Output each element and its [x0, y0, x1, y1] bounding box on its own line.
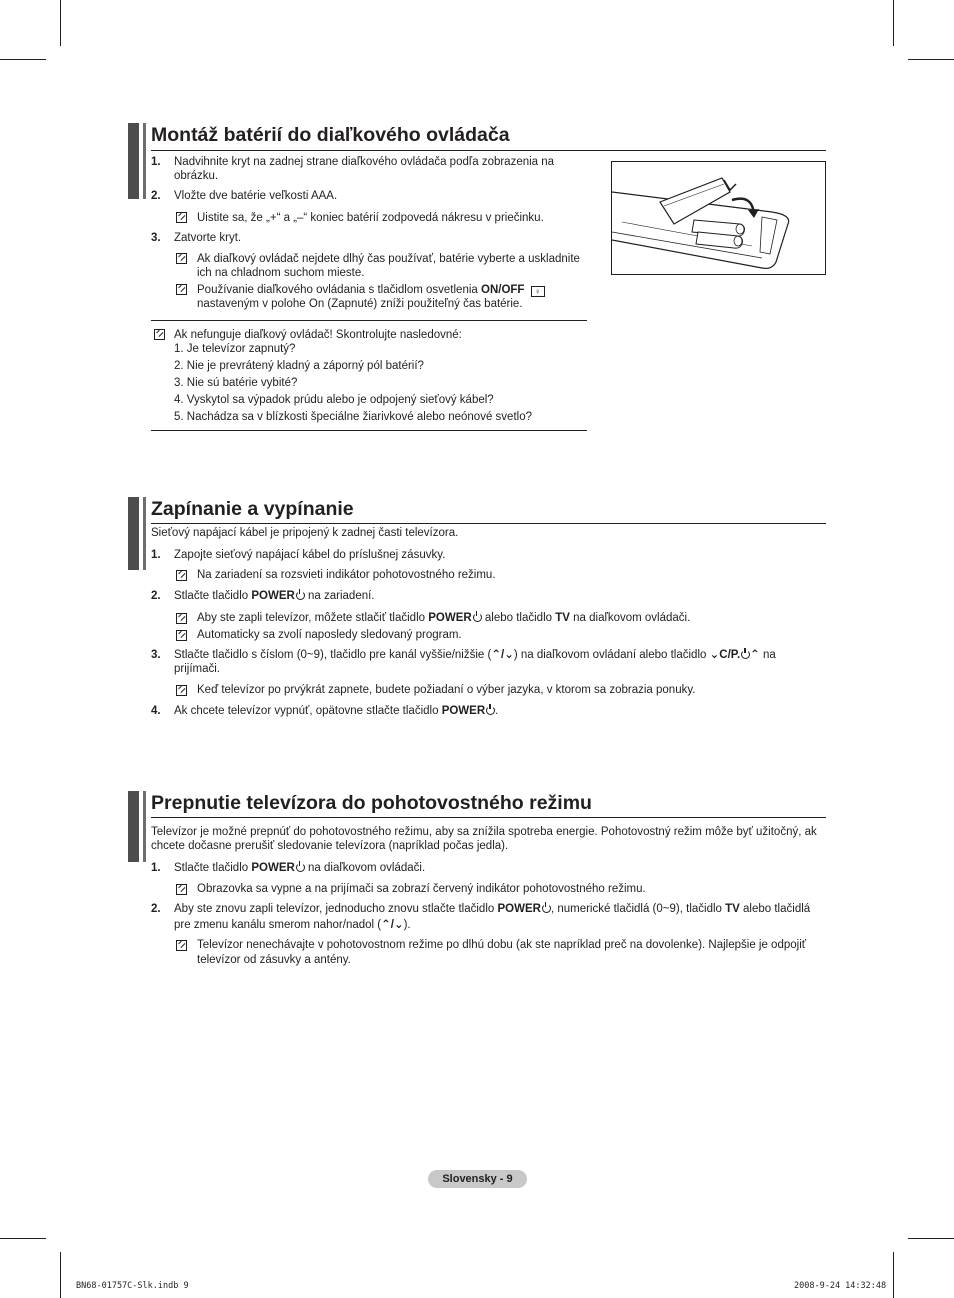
step-number: 1.	[151, 549, 161, 561]
section-marker	[128, 791, 143, 862]
title-rule	[151, 817, 826, 818]
note-text: Na zariadení sa rozsvieti indikátor pohotovostného režimu.	[197, 569, 496, 581]
title-rule	[151, 150, 826, 151]
crop-mark	[893, 0, 894, 46]
step-text-part: Stlačte tlačidlo s číslom (0~9), tlačidlo pre kanál vyššie/nižšie (	[174, 649, 492, 661]
crop-mark	[60, 0, 61, 46]
crop-mark	[908, 1238, 954, 1239]
print-date-info: 2008-9-24 14:32:48	[794, 1281, 887, 1291]
crop-mark	[908, 59, 954, 60]
power-icon	[296, 591, 305, 600]
step-text	[174, 648, 776, 662]
note-text-part: Aby ste zapli televízor, môžete stlačiť tlačidlo	[197, 612, 426, 624]
chevron-down-icon: ⌄	[393, 919, 404, 931]
chevron-up-icon: ⌃	[381, 919, 391, 931]
remote-drawing	[612, 162, 825, 274]
section-intro: Sieťový napájací kábel je pripojený k zadnej časti televízora.	[151, 527, 459, 539]
box-item: 1. Je televízor zapnutý?	[174, 343, 296, 355]
step-text	[174, 902, 810, 916]
note-text-part: Používanie diaľkového ovládania s tlačidlom osvetlenia	[197, 284, 478, 296]
power-label: POWER	[251, 862, 295, 874]
tv-label: TV	[555, 612, 570, 624]
step-text: Zapojte sieťový napájací kábel do príslušnej zásuvky.	[174, 549, 446, 561]
box-bottom-rule	[151, 430, 587, 431]
chevron-up-icon: ⌃	[491, 649, 501, 661]
step-text-part: Stlačte tlačidlo	[174, 590, 249, 602]
section-intro: Televízor je možné prepnúť do pohotovostného režimu, aby sa znížila spotreba energie. Pohotovostný režim môže byť užitočný, ak	[151, 826, 817, 838]
note-icon	[176, 212, 187, 223]
step-text	[174, 589, 375, 603]
note-text-part: alebo tlačidlo	[484, 612, 553, 624]
note-text-part: na diaľkovom ovládači.	[573, 612, 691, 624]
box-item: 3. Nie sú batérie vybité?	[174, 377, 298, 389]
cp-label: C/P.	[719, 649, 741, 661]
step-text: Vložte dve batérie veľkosti AAA.	[174, 190, 338, 202]
step-text-part: Aby ste znovu zapli televízor, jednoducho znovu stlačte tlačidlo	[174, 903, 495, 915]
box-item: 4. Vyskytol sa výpadok prúdu alebo je odpojený sieťový kábel?	[174, 394, 494, 406]
note-text: ich na chladnom suchom mieste.	[197, 267, 365, 279]
crop-mark	[60, 1252, 61, 1298]
separator: /	[390, 919, 394, 931]
section-power-on-off	[128, 497, 826, 727]
step-text-part: na zariadení.	[308, 590, 375, 602]
note-icon	[176, 284, 187, 295]
step-text: Zatvorte kryt.	[174, 232, 242, 244]
step-number: 3.	[151, 232, 161, 244]
light-icon: ♀	[531, 286, 545, 297]
separator: /	[500, 649, 505, 661]
step-text: Nadvihnite kryt na zadnej strane diaľkového ovládača podľa zobrazenia na	[174, 156, 555, 168]
power-icon	[542, 904, 551, 913]
note-icon	[176, 570, 187, 581]
note-icon	[176, 884, 187, 895]
chevron-up-icon: ⌃	[750, 649, 760, 661]
step-number: 4.	[151, 705, 161, 717]
power-label: POWER	[428, 612, 472, 624]
step-text-part: , numerické tlačidlá (0~9), tlačidlo	[550, 903, 722, 915]
step-text-part: Stlačte tlačidlo	[174, 862, 249, 874]
step-text	[174, 861, 425, 875]
note-text: nastaveným v polohe On (Zapnuté) zníži použiteľný čas batérie.	[197, 298, 523, 310]
power-icon	[473, 613, 482, 622]
step-text: Ak chcete televízor vypnúť, opätovne stlačte tlačidlo POWER .	[174, 705, 499, 717]
power-icon	[296, 863, 305, 872]
chevron-down-icon: ⌄	[709, 649, 720, 661]
note-icon	[154, 329, 165, 340]
power-label: POWER	[251, 590, 295, 602]
box-top-rule	[151, 320, 587, 321]
power-label: POWER	[497, 903, 541, 915]
step-number: 2.	[151, 190, 161, 202]
step-text-part: na	[763, 649, 776, 661]
onoff-label: ON/OFF	[481, 284, 525, 296]
step-text-part: ) na diaľkovom ovládaní alebo tlačidlo	[513, 649, 707, 661]
note-text: Televízor nenechávajte v pohotovostnom režime po dlhú dobu (ak ste napríklad preč na dovolenke). Najlepšie je odpojiť	[197, 939, 807, 951]
section-title: Montáž batérií do diaľkového ovládača	[151, 124, 510, 146]
note-text: Obrazovka sa vypne a na prijímači sa zobrazí červený indikátor pohotovostného režimu.	[197, 883, 646, 895]
box-item: 5. Nachádza sa v blízkosti špeciálne žiarivkové alebo neónové svetlo?	[174, 411, 532, 423]
step-number: 2.	[151, 903, 161, 915]
page-number-badge: Slovensky - 9	[428, 1170, 527, 1188]
section-title: Prepnutie televízora do pohotovostného režimu	[151, 792, 592, 814]
chevron-down-icon: ⌄	[504, 649, 514, 661]
power-icon	[741, 650, 750, 659]
step-text: prijímači.	[174, 663, 221, 675]
step-text-part: Ak chcete televízor vypnúť, opätovne stlačte tlačidlo	[174, 705, 439, 717]
tv-label: TV	[725, 903, 740, 915]
note-text: Uistite sa, že „+“ a „–“ koniec batérií zodpovedá nákresu v priečinku.	[197, 212, 544, 224]
crop-mark	[0, 59, 46, 60]
note-text: televízor od zásuvky a antény.	[197, 954, 351, 966]
step-number: 1.	[151, 862, 161, 874]
battery-icon	[692, 220, 745, 248]
step-text: obrázku.	[174, 170, 219, 182]
print-file-info: BN68-01757C-Slk.indb 9	[76, 1281, 189, 1291]
step-text-part: ).	[403, 919, 411, 931]
note-text	[197, 283, 545, 297]
crop-mark	[893, 1252, 894, 1298]
note-icon	[176, 613, 187, 624]
section-intro: chcete dočasne prerušiť sledovanie televízora (napríklad počas jedla).	[151, 840, 509, 852]
title-rule	[151, 523, 826, 524]
section-title: Zapínanie a vypínanie	[151, 498, 354, 520]
step-number: 3.	[151, 649, 161, 661]
step-text	[174, 918, 411, 932]
box-item: 2. Nie je prevrátený kladný a záporný pól batérií?	[174, 360, 424, 372]
note-text: Keď televízor po prvýkrát zapnete, budete požiadaní o výber jazyka, v ktorom sa zobrazia ponuky.	[197, 684, 696, 696]
note-icon	[176, 630, 187, 641]
note-text	[197, 611, 690, 625]
note-icon	[176, 685, 187, 696]
remote-battery-illustration	[611, 161, 826, 275]
step-number: 2.	[151, 590, 161, 602]
power-icon	[486, 706, 495, 715]
power-label: POWER	[441, 705, 486, 717]
box-intro: Ak nefunguje diaľkový ovládač! Skontrolujte nasledovné:	[174, 329, 462, 341]
step-text-part: alebo tlačidlá	[743, 903, 811, 915]
section-standby	[128, 791, 826, 981]
section-marker	[128, 497, 143, 570]
note-icon	[176, 253, 187, 264]
note-icon	[176, 940, 187, 951]
section-marker	[128, 123, 143, 199]
note-text: Automaticky sa zvolí naposledy sledovaný program.	[197, 629, 462, 641]
step-text-part: pre zmenu kanálu smerom nahor/nadol (	[174, 919, 382, 931]
step-number: 1.	[151, 156, 161, 168]
crop-mark	[0, 1238, 46, 1239]
note-text: Ak diaľkový ovládač nejdete dlhý čas používať, batérie vyberte a uskladnite	[197, 253, 580, 265]
step-text-part: na diaľkovom ovládači.	[308, 862, 426, 874]
